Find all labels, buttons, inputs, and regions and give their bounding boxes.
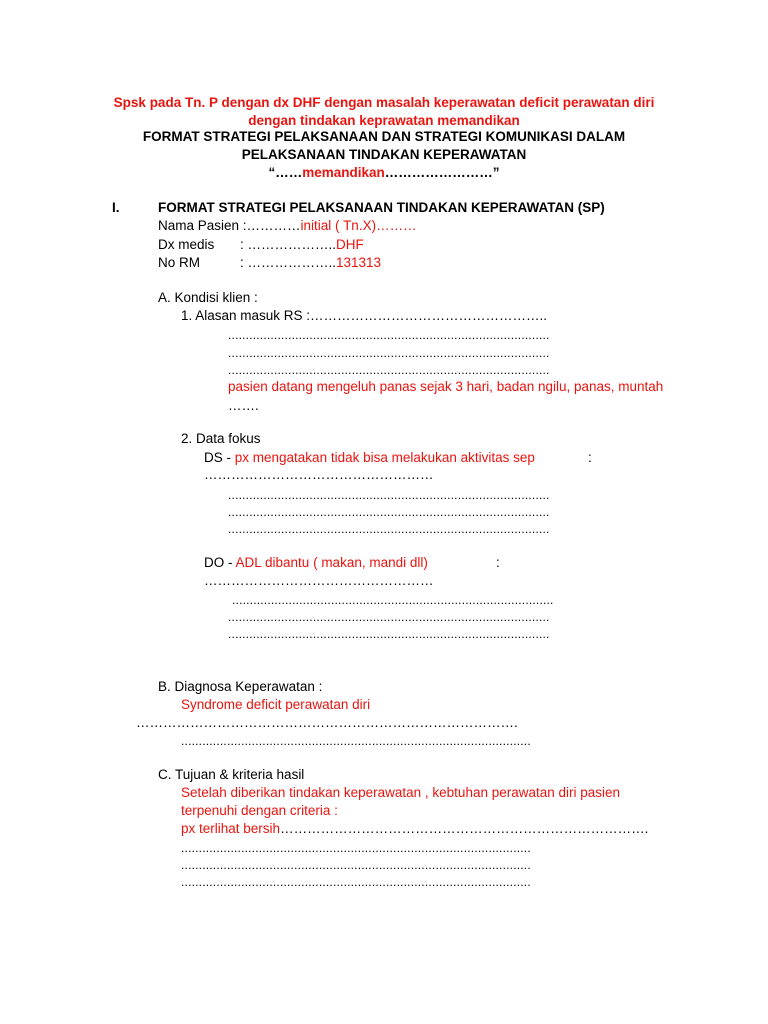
- alasan-label: 1. Alasan masuk RS :……………………………………………..: [181, 308, 548, 323]
- diagnosa-long-dots: ………………………………………………………………………….: [136, 715, 518, 730]
- do-text: ADL dibantu ( makan, mandi dll): [235, 555, 428, 570]
- ds-colon: :: [588, 450, 592, 465]
- ds-dots-3: ...........................................................................................: [228, 522, 550, 536]
- ds-dots-1: ...........................................................................................: [228, 488, 550, 502]
- section-number: I.: [112, 200, 120, 215]
- do-long-dots: ……………………………………………: [204, 573, 434, 588]
- doc-title-line-2: PELAKSANAAN TINDAKAN KEPERAWATAN: [241, 147, 527, 162]
- tujuan-line-2: terpenuhi dengan criteria :: [181, 803, 338, 818]
- diagnosa-dots: ...................................................................................................: [181, 734, 531, 748]
- do-dots-2: ...........................................................................................: [228, 610, 550, 624]
- quote-close: ……………………”: [384, 165, 500, 180]
- ds-long-dots: ……………………………………………: [204, 467, 434, 482]
- do-dots-3: ...........................................................................................: [228, 627, 550, 641]
- patient-name-label: Nama Pasien :…………: [158, 218, 301, 233]
- rm-label: No RM: [158, 255, 201, 270]
- do-label: DO -: [204, 555, 236, 570]
- do-colon: :: [496, 555, 500, 570]
- kondisi-heading: A. Kondisi klien :: [158, 290, 258, 305]
- rm-value: 131313: [336, 255, 382, 270]
- data-fokus-heading: 2. Data fokus: [181, 431, 261, 446]
- quote-open: “……: [268, 165, 303, 180]
- diagnosa-heading: B. Diagnosa Keperawatan :: [158, 679, 323, 694]
- alasan-dots-3: ...........................................................................................: [228, 363, 550, 377]
- do-dots-1: ...........................................................................................: [232, 593, 554, 607]
- tujuan-dots-3: ...................................................................................................: [181, 875, 531, 889]
- dx-value: DHF: [336, 237, 364, 252]
- do-line: [204, 554, 428, 572]
- quote-highlight: memandikan: [302, 165, 385, 180]
- section-title: FORMAT STRATEGI PELAKSANAAN TINDAKAN KEPERAWATAN (SP): [158, 200, 605, 215]
- tujuan-line-3: [181, 820, 648, 838]
- tujuan-dots-1: ...................................................................................................: [181, 841, 531, 855]
- rm-sep: : ………………..: [240, 255, 337, 270]
- doc-title-line-1: FORMAT STRATEGI PELAKSANAAN DAN STRATEGI KOMUNIKASI DALAM: [142, 129, 626, 144]
- alasan-dots-1: ...........................................................................................: [228, 328, 550, 342]
- header-red-line-1: Spsk pada Tn. P dengan dx DHF dengan masalah keperawatan deficit perawatan diri: [113, 95, 655, 110]
- ds-text: px mengatakan tidak bisa melakukan aktivitas sep: [234, 450, 535, 465]
- tujuan-dots-2: ...................................................................................................: [181, 858, 531, 872]
- alasan-text: pasien datang mengeluh panas sejak 3 hari, badan ngilu, panas, muntah: [228, 379, 664, 394]
- patient-name-line: [158, 217, 417, 235]
- ds-dots-2: ...........................................................................................: [228, 505, 550, 519]
- dx-label: Dx medis: [158, 237, 215, 252]
- rm-line: [240, 254, 381, 272]
- alasan-dots-2: ...........................................................................................: [228, 346, 550, 360]
- header-red-line-2: dengan tindakan keprawatan memandikan: [248, 113, 520, 128]
- doc-quote-line: [0, 164, 768, 182]
- tujuan-line-3-dots: ……………………………………………………………………….: [280, 821, 649, 836]
- ds-line: [204, 449, 535, 467]
- dx-sep: : ………………..: [240, 237, 337, 252]
- tujuan-heading: C. Tujuan & kriteria hasil: [158, 767, 305, 782]
- alasan-tail: …….: [228, 398, 259, 413]
- diagnosa-text: Syndrome deficit perawatan diri: [181, 697, 371, 712]
- tujuan-line-3-text: px terlihat bersih: [181, 821, 281, 836]
- tujuan-line-1: Setelah diberikan tindakan keperawatan , kebtuhan perawatan diri pasien: [181, 785, 621, 800]
- ds-label: DS -: [204, 450, 235, 465]
- dx-line: [240, 236, 364, 254]
- patient-name-value: initial ( Tn.X)………: [300, 218, 417, 233]
